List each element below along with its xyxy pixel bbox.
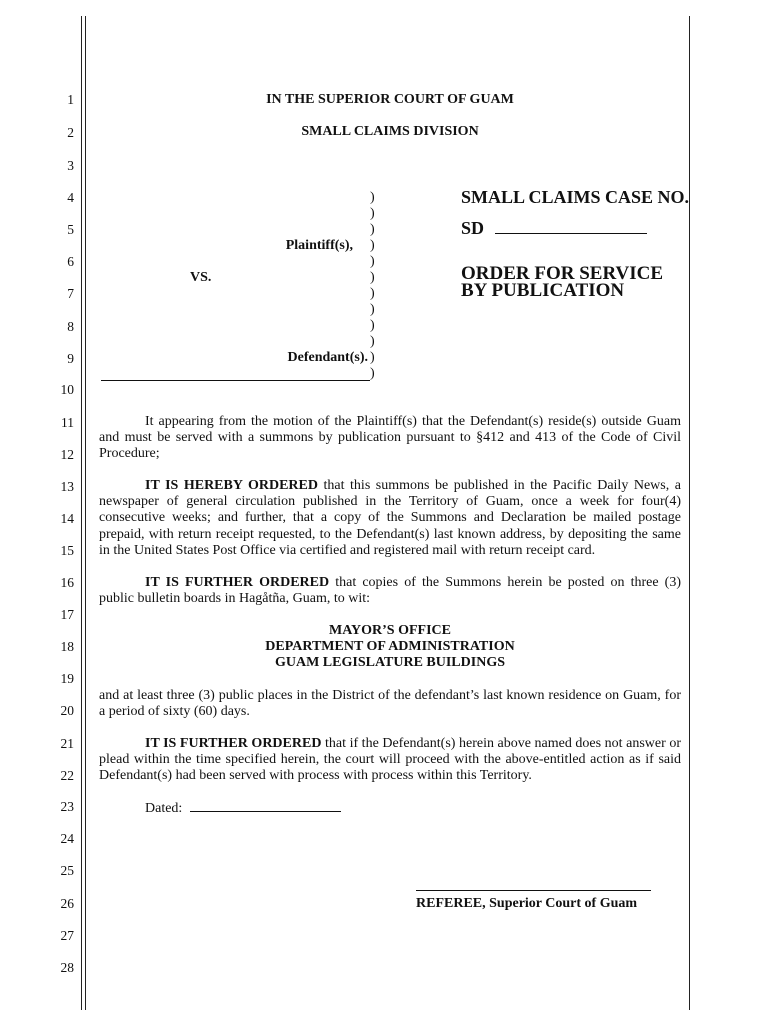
paragraph-public-places: and at least three (3) public places in the District of the defendant’s last known residence on Guam, for a period of sixty (60) days. bbox=[99, 688, 681, 720]
caption-paren: ) bbox=[370, 366, 375, 381]
case-number-label: SMALL CLAIMS CASE NO. bbox=[461, 187, 690, 207]
line-number: 26 bbox=[60, 896, 74, 911]
line-number: 20 bbox=[60, 703, 74, 718]
paragraph-motion: It appearing from the motion of the Plaintiff(s) that the Defendant(s) reside(s) outside Guam and must be served with a summons by publication pursuant to §412 and 413 of the Code of Civil Procedure; bbox=[99, 414, 681, 462]
caption-paren: ) bbox=[370, 302, 375, 317]
line-number: 2 bbox=[67, 125, 74, 140]
right-margin-rule bbox=[689, 16, 690, 1010]
caption-paren: ) bbox=[370, 318, 375, 333]
left-margin-rule-outer bbox=[81, 16, 82, 1010]
line-number: 12 bbox=[60, 447, 74, 462]
sd-prefix: SD bbox=[461, 218, 485, 238]
order-title-line-2: BY PUBLICATION bbox=[461, 280, 625, 301]
line-number: 14 bbox=[60, 511, 74, 526]
referee-signature-label: REFEREE, Superior Court of Guam bbox=[416, 896, 638, 911]
line-number: 10 bbox=[60, 382, 74, 397]
location-item: GUAM LEGISLATURE BUILDINGS bbox=[274, 655, 505, 671]
caption-paren: ) bbox=[370, 222, 375, 237]
line-number: 4 bbox=[67, 190, 74, 205]
vs-label: VS. bbox=[190, 270, 212, 285]
posting-locations bbox=[99, 623, 681, 672]
line-number: 27 bbox=[60, 928, 74, 943]
line-number: 13 bbox=[60, 479, 74, 494]
line-number: 8 bbox=[67, 319, 74, 334]
line-number: 6 bbox=[67, 254, 74, 269]
line-number: 18 bbox=[60, 639, 74, 654]
location-item: MAYOR’S OFFICE bbox=[329, 623, 451, 638]
case-number-blank bbox=[495, 233, 647, 234]
line-number: 23 bbox=[60, 799, 74, 814]
line-number: 24 bbox=[60, 831, 74, 846]
caption-paren: ) bbox=[370, 334, 375, 349]
caption-paren: ) bbox=[370, 190, 375, 205]
line-number: 5 bbox=[67, 222, 74, 237]
line-number: 19 bbox=[60, 671, 74, 686]
hereby-ordered-lead: IT IS HEREBY ORDERED bbox=[145, 478, 318, 493]
line-number: 16 bbox=[60, 575, 74, 590]
paragraph-hereby-ordered bbox=[99, 478, 681, 559]
dated-label: Dated: bbox=[145, 801, 183, 816]
case-number-field bbox=[461, 218, 647, 238]
signature-line bbox=[416, 890, 651, 891]
line-number: 17 bbox=[60, 607, 74, 622]
location-item: DEPARTMENT OF ADMINISTRATION bbox=[265, 639, 515, 655]
line-number: 28 bbox=[60, 960, 74, 975]
default-order-lead: IT IS FURTHER ORDERED bbox=[145, 736, 322, 751]
defendant-label: Defendant(s). bbox=[287, 350, 368, 365]
dated-line bbox=[145, 801, 341, 817]
line-number: 1 bbox=[67, 92, 74, 107]
posting-order-text: that copies of the Summons herein be posted on three (3) public bulletin boards in Hagåtña, Guam, to wit: bbox=[99, 575, 681, 607]
hereby-ordered-text: that this summons be published in the Pacific Daily News, a newspaper of general circulation published in the Territory of Guam, once a week for four(4) consecutive weeks; and further, that a copy of the Summons and Declaration be mailed postage prepaid, with return receipt requested, to the Defendant(s) last known address, by depositing the same in the United States Post Office via certified and registered mail with return receipt card. bbox=[99, 478, 681, 558]
caption-paren: ) bbox=[370, 286, 375, 301]
dated-blank bbox=[190, 811, 341, 812]
caption-paren: ) bbox=[370, 270, 375, 285]
left-margin-rule-inner bbox=[85, 16, 86, 1010]
paragraph-default-order bbox=[99, 736, 681, 785]
line-number: 22 bbox=[60, 768, 74, 783]
line-number: 9 bbox=[67, 351, 74, 366]
division-name: SMALL CLAIMS DIVISION bbox=[301, 124, 479, 139]
line-number: 3 bbox=[67, 158, 74, 173]
order-title bbox=[461, 265, 663, 299]
posting-order-lead: IT IS FURTHER ORDERED bbox=[145, 575, 330, 590]
caption-paren: ) bbox=[370, 238, 375, 253]
caption-paren: ) bbox=[370, 254, 375, 269]
caption-underline bbox=[101, 380, 370, 381]
line-number: 21 bbox=[60, 736, 74, 751]
plaintiff-label: Plaintiff(s), bbox=[285, 238, 353, 253]
order-title-line-1: ORDER FOR SERVICE bbox=[461, 263, 664, 284]
line-number: 25 bbox=[60, 863, 74, 878]
line-number: 11 bbox=[61, 415, 74, 430]
caption-paren: ) bbox=[370, 206, 375, 221]
line-number: 7 bbox=[67, 286, 74, 301]
caption-paren: ) bbox=[370, 350, 375, 365]
paragraph-posting-order bbox=[99, 575, 681, 607]
line-number: 15 bbox=[60, 543, 74, 558]
court-name: IN THE SUPERIOR COURT OF GUAM bbox=[266, 92, 514, 107]
default-order-text: that if the Defendant(s) herein above named does not answer or plead within the time specified herein, the court will proceed with the above-entitled action as if said Defendant(s) had been served with process with process within this Territory. bbox=[99, 736, 681, 784]
